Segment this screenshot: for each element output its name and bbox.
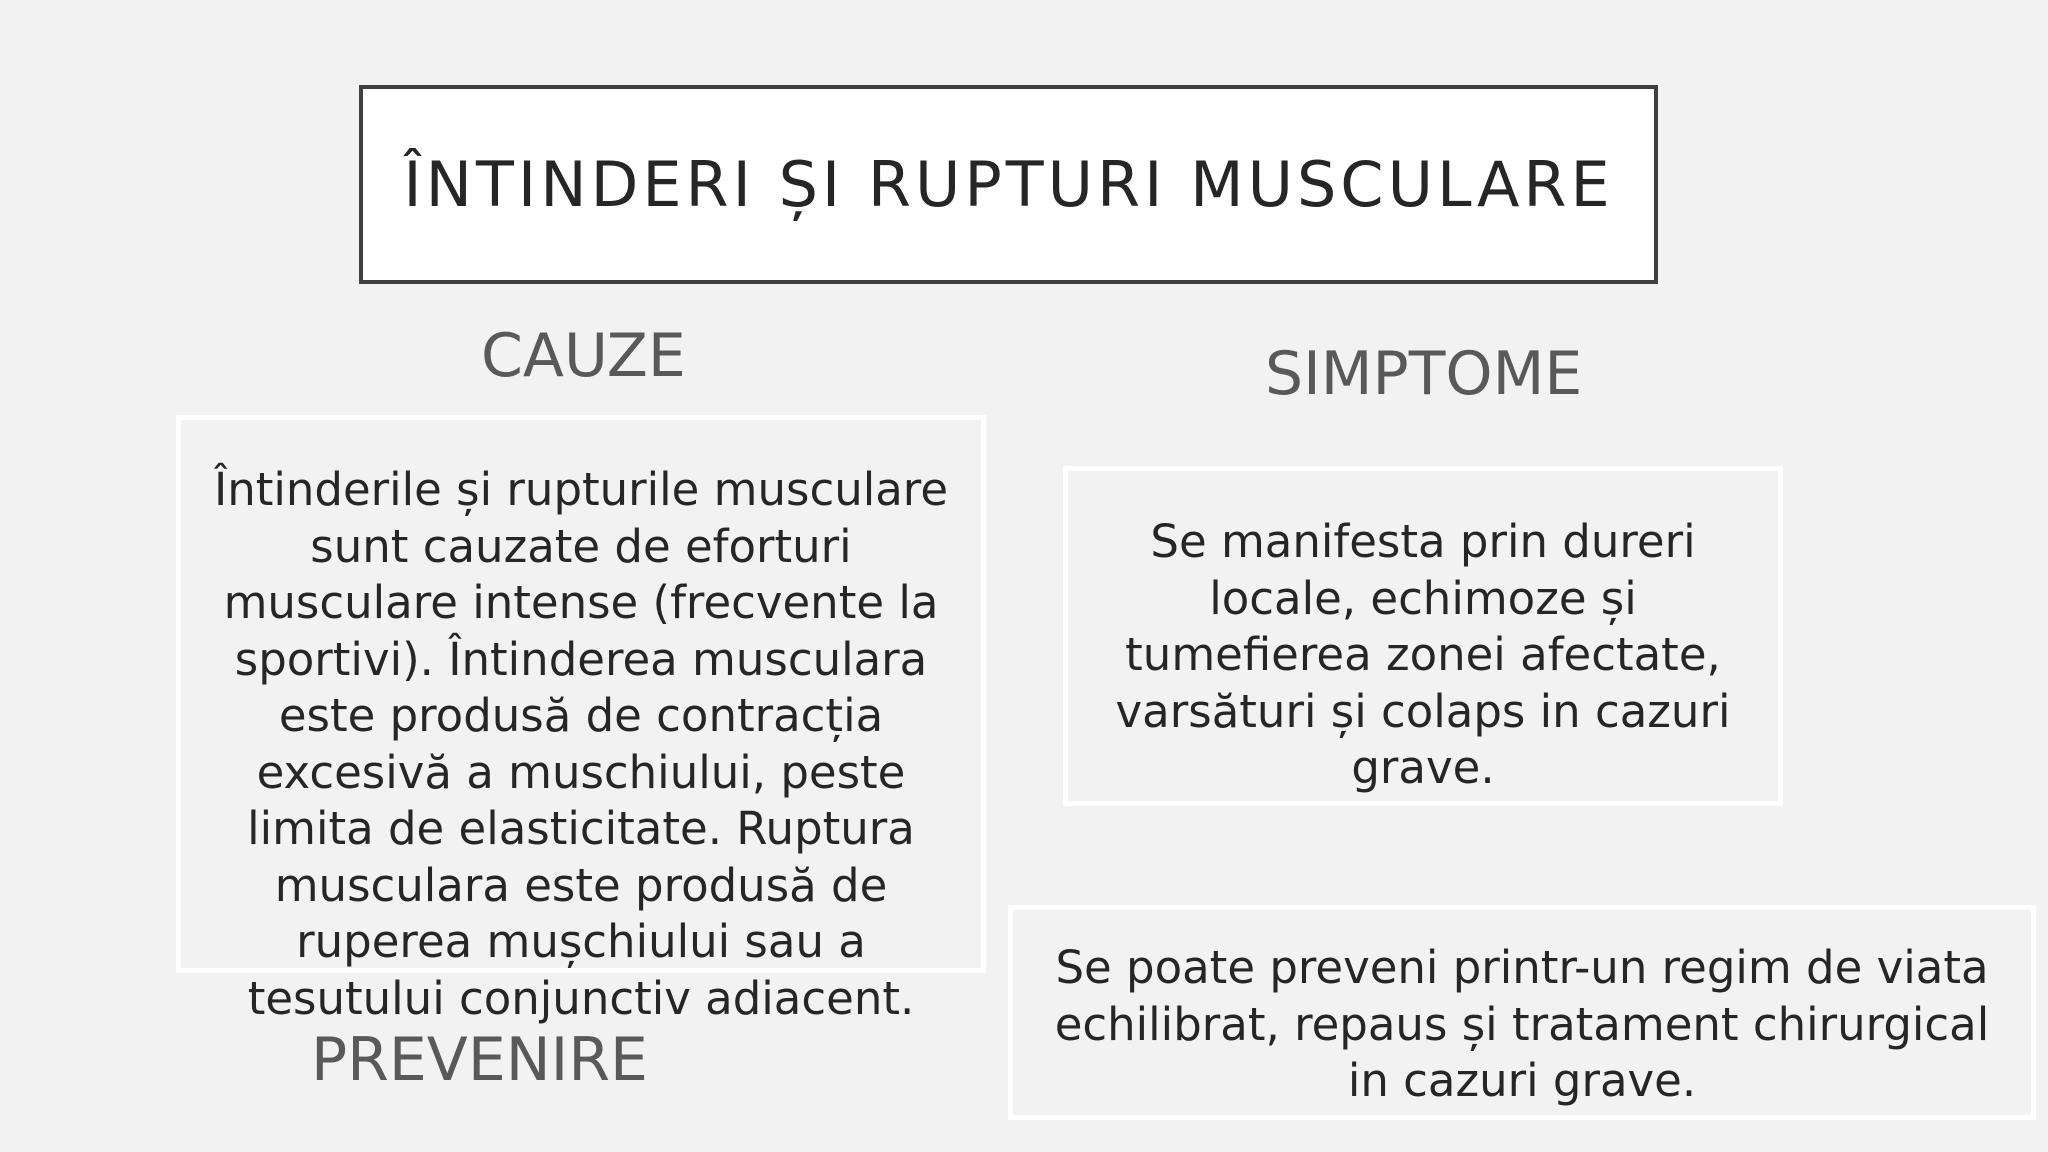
- prevenire-heading: PREVENIRE: [311, 1025, 648, 1095]
- cauze-heading: CAUZE: [481, 321, 686, 391]
- title-box: [359, 85, 1658, 284]
- cauze-text: Întinderile și rupturile musculare sunt cauzate de eforturi musculare intense (frecvente la sportivi). Întinderea musculara este produsă de contracția excesivă a muschiului, peste limita de elasticitate. Ruptura musculara este produsă de ruperea mușchiului sau a tesutului conjunctiv adiacent.: [213, 463, 949, 1025]
- prevenire-text: Se poate preveni printr-un regim de viata echilibrat, repaus și tratament chirurgical in cazuri grave.: [1054, 941, 1990, 1107]
- slide-title: ÎNTINDERI ȘI RUPTURI MUSCULARE: [403, 148, 1614, 221]
- simptome-heading: SIMPTOME: [1265, 339, 1583, 409]
- simptome-text: Se manifesta prin dureri locale, echimoze și tumefierea zonei afectate, varsături și colaps in cazuri grave.: [1115, 515, 1731, 794]
